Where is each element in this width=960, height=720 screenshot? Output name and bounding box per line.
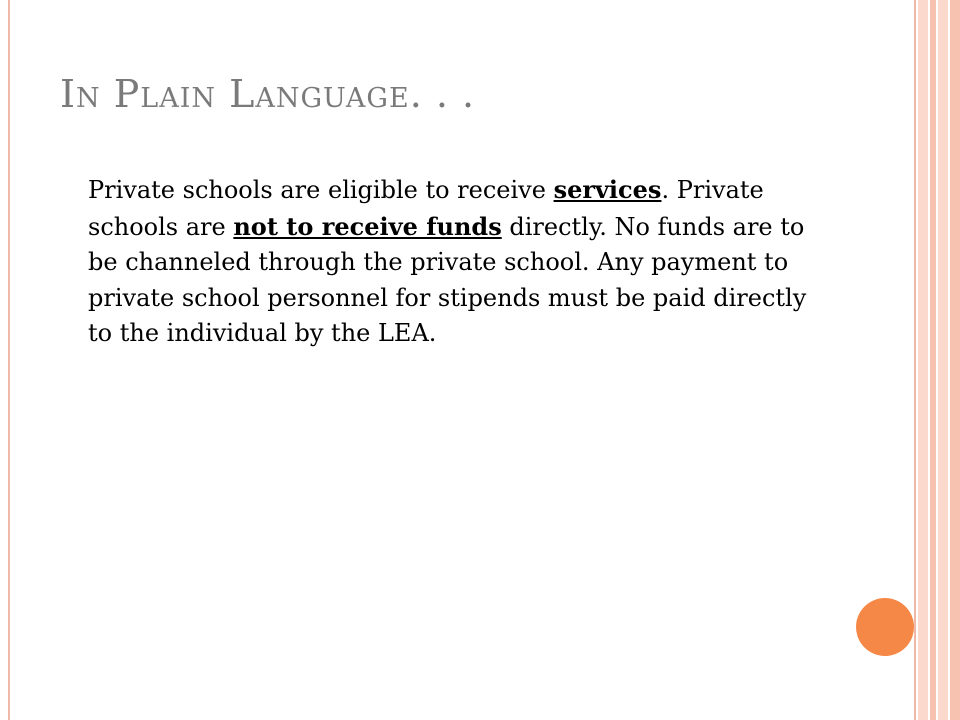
decorative-band [918,0,928,720]
emphasis-services: services [553,175,662,204]
body-text-segment: . Private schools are [88,176,764,241]
slide-body-text [88,172,833,352]
left-frame-line [8,0,10,720]
accent-circle [856,598,914,656]
body-text-segment: directly. No funds are to be channeled through the private school. Any payment to private school personnel for stipends must be paid directly to the individual by the LEA. [88,212,807,347]
right-frame-line [914,0,916,720]
decorative-band [950,0,960,720]
emphasis-not-to-receive-funds: not to receive funds [233,211,502,241]
decorative-band [938,0,948,720]
body-text-segment: Private schools are eligible to receive [88,176,554,204]
decorative-band [930,0,936,720]
slide-title: In Plain Language. . . [60,72,476,116]
